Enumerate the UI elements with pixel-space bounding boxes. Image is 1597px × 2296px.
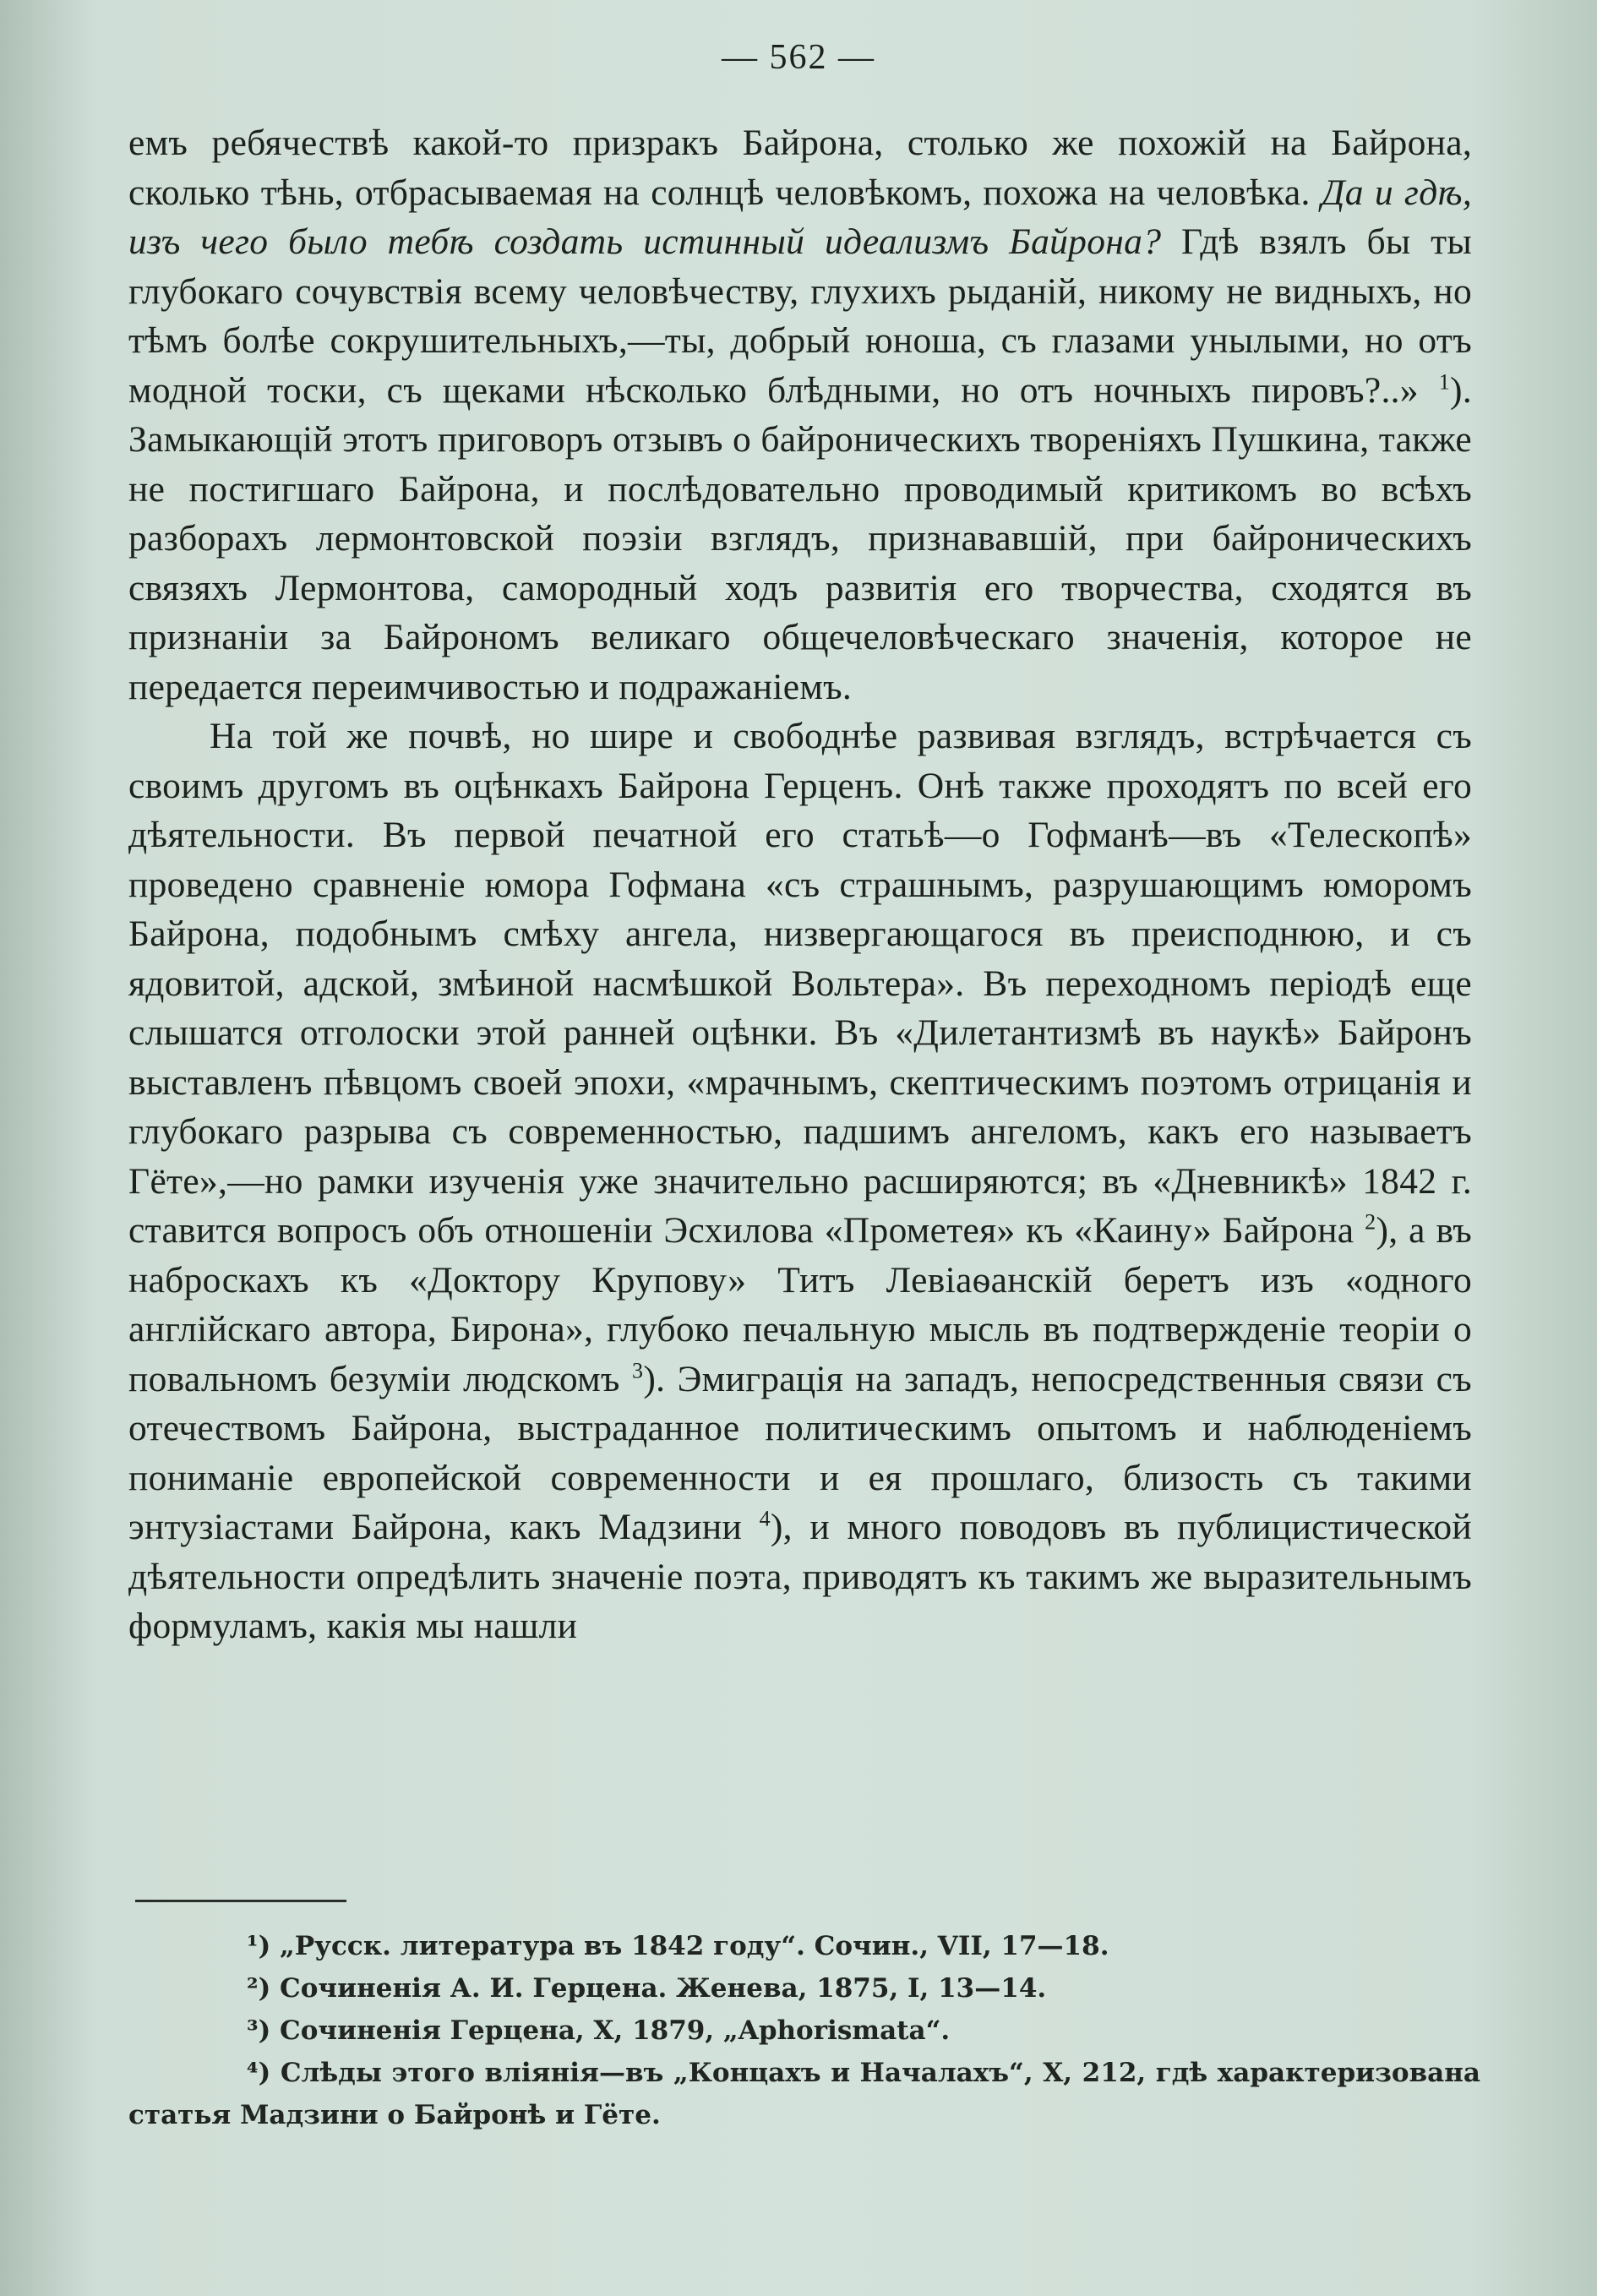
footnote-ref-4[interactable]: 4 xyxy=(759,1506,771,1531)
footnote-ref-1[interactable]: 1 xyxy=(1438,369,1451,394)
text-run: На той же почвѣ, но шире и свободнѣе развивая взглядъ, встрѣчается съ своимъ другомъ въ оцѣнкахъ Байрона Герценъ. Онѣ также проходятъ по всей его дѣятельности. Въ первой печатной его статьѣ—о Гофманѣ—въ «Телескопѣ» проведено сравненіе юмора Гофмана «съ страшнымъ, разрушающимъ юморомъ Байрона, подобнымъ смѣху ангела, низвергающагося въ преисподнюю, и съ ядовитой, адской, змѣиной насмѣшкой Вольтера». Въ переходномъ періодѣ еще слышатся отголоски этой ранней оцѣнки. Въ «Дилетантизмѣ въ наукѣ» Байронъ выставленъ пѣвцомъ своей эпохи, «мрачнымъ, скептическимъ поэтомъ отрицанія и глубокаго разрыва съ современностью, падшимъ ангеломъ, какъ его называетъ Гёте»,—но рамки изученія уже значительно расширяются; въ «Дневникѣ» 1842 г. ставится вопросъ объ отношеніи Эсхилова «Прометея» къ «Каину» Байрона xyxy=(128,716,1472,1251)
footnotes xyxy=(128,1925,1480,2136)
text-run: емъ ребячествѣ какой-то призракъ Байрона, столько же похожій на Байрона, сколько тѣнь, отбрасываемая на солнцѣ человѣкомъ, похожа на человѣка. xyxy=(128,123,1472,213)
footnote-ref-2[interactable]: 2 xyxy=(1365,1209,1376,1235)
text-run: ). Замыкающій этотъ приговоръ отзывъ о байроническихъ твореніяхъ Пушкина, также не постигшаго Байрона, и послѣдовательно проводимый критикомъ во всѣхъ разборахъ лермонтовской поэзіи взглядъ, признававшій, при байроническихъ связяхъ Лермонтова, самородный ходъ развитія его творчества, сходятся въ признаніи за Байрономъ великаго общечеловѣческаго значенія, которое не передается переимчивостью и подражаніемъ. xyxy=(128,369,1472,707)
page-number: — 562 — xyxy=(722,38,875,77)
footnote: ⁴) Слѣды этого вліянія—въ „Концахъ и Началахъ“, X, 212, гдѣ характеризована статья Мадзини о Байронѣ и Гёте. xyxy=(128,2058,1480,2130)
footnote: ³) Сочиненія Герцена, X, 1879, „Aphorismata“. xyxy=(247,2015,951,2046)
footnote-separator xyxy=(135,1900,346,1902)
text-run: Гдѣ взялъ бы ты глубокаго сочувствія всему человѣчеству, глухихъ рыданій, никому не видныхъ, но тѣмъ болѣе сокрушительныхъ,—ты, добрый юноша, съ глазами унылыми, но отъ модной тоски, съ щеками нѣсколько блѣдными, но отъ ночныхъ пировъ?..» xyxy=(128,221,1473,411)
text-run: ). Эмиграція на западъ, непосредственныя связи съ отечествомъ Байрона, выстраданное политическимъ опытомъ и наблюденіемъ пониманіе европейской современности и ея прошлаго, близость съ такими энтузіастами Байрона, какъ Мадзини xyxy=(128,1358,1472,1547)
footnote: ¹) „Русск. литература въ 1842 году“. Сочин., VII, 17—18. xyxy=(247,1931,1109,1961)
footnote-ref-3[interactable]: 3 xyxy=(632,1358,644,1383)
paragraph-continuation xyxy=(128,118,1472,712)
italic-quote: Да и гдѣ, изъ чего было тебѣ создать истинный идеализмъ Байрона? xyxy=(128,172,1472,262)
main-text xyxy=(128,118,1472,1651)
paragraph xyxy=(128,712,1472,1651)
text-run: ), а въ наброскахъ къ «Доктору Крупову» Титъ Левіаѳанскій беретъ изъ «одного англійскаго автора, Бирона», глубоко печальную мысль въ подтвержденіе теоріи о повальномъ безуміи людскомъ xyxy=(128,1210,1472,1399)
text-run: ), и много поводовъ въ публицистической дѣятельности опредѣлить значеніе поэта, приводятъ къ такимъ же выразительнымъ формуламъ, какія мы нашли xyxy=(128,1507,1472,1646)
footnote: ²) Сочиненія А. И. Герцена. Женева, 1875, I, 13—14. xyxy=(247,1973,1047,2004)
